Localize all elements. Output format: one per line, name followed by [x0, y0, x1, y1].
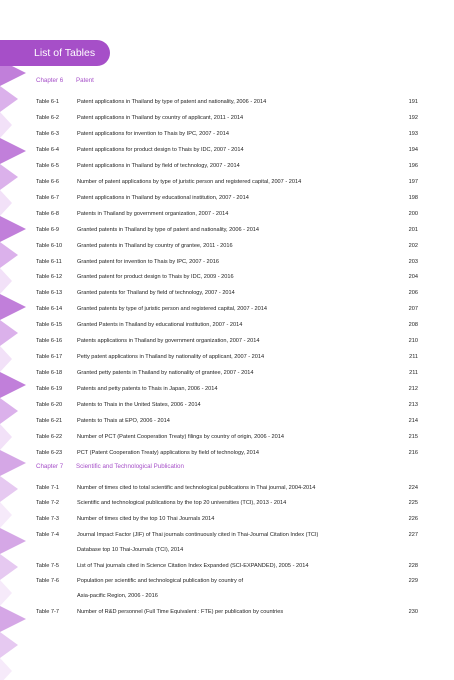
- toc-table-number: Table 7-4: [36, 532, 60, 538]
- toc-table-title: Patent applications for product design to Thais by IDC, 2007 - 2014: [77, 147, 244, 153]
- toc-table-number: Table 6-10: [36, 243, 63, 249]
- toc-row[interactable]: [36, 352, 418, 362]
- toc-table-title: Patent applications in Thailand by type of patent and nationality, 2006 - 2014: [77, 99, 267, 105]
- toc-table-title: Number of times cited to total scientific and technological publications in Thai journal, 2004-2014: [77, 485, 316, 491]
- toc-row[interactable]: [36, 145, 418, 155]
- decor-triangle: [0, 268, 12, 294]
- toc-table-title: Patent applications in Thailand by field of technology, 2007 - 2014: [77, 163, 240, 169]
- decor-triangle: [0, 346, 12, 372]
- toc-table-title: Granted Patents in Thailand by educational institution, 2007 - 2014: [77, 322, 243, 328]
- toc-page-number: 210: [408, 338, 418, 344]
- toc-page-number: 211: [409, 370, 418, 376]
- toc-table-title: Patent applications in Thailand by country of applicant, 2011 - 2014: [77, 115, 244, 121]
- toc-table-title: Patent applications in Thailand by educational institution, 2007 - 2014: [77, 195, 249, 201]
- toc-table-title: Granted patents in Thailand by type of patent and nationality, 2006 - 2014: [77, 227, 260, 233]
- page-title: List of Tables: [0, 40, 110, 66]
- toc-table-title: Scientific and technological publications by the top 20 universities (TCI), 2013 - 2014: [77, 500, 287, 506]
- decor-triangle: [0, 164, 18, 190]
- decor-triangle: [0, 606, 26, 632]
- toc-table-number: Table 7-5: [36, 563, 60, 569]
- toc-table-number: Table 6-9: [36, 227, 60, 233]
- toc-row[interactable]: [36, 607, 418, 617]
- toc-table-number: Table 6-21: [36, 418, 63, 424]
- toc-row[interactable]: [36, 530, 418, 540]
- toc-page-number: 207: [408, 306, 418, 312]
- decor-triangle: [0, 658, 12, 680]
- toc-page-number: 213: [408, 402, 418, 408]
- toc-table-number: Table 6-7: [36, 195, 60, 201]
- toc-table-title-continued: Asia-pacific Region, 2006 - 2016: [77, 593, 158, 599]
- toc-table-title: Granted patent for product design to Thais by IDC, 2009 - 2016: [77, 274, 234, 280]
- toc-table-number: Table 7-3: [36, 516, 60, 522]
- decor-triangle: [0, 242, 18, 268]
- toc-table-title: Patents to Thais at EPO, 2006 - 2014: [77, 418, 170, 424]
- toc-table-title: Granted patent for invention to Thais by IPC, 2007 - 2016: [77, 259, 220, 265]
- toc-table-number: Table 6-11: [36, 259, 62, 265]
- toc-table-number: Table 7-7: [36, 609, 60, 615]
- toc-table-number: Table 6-19: [36, 386, 63, 392]
- chapter-7-heading: [36, 463, 184, 470]
- chapter-7-label: Chapter 7: [36, 463, 64, 470]
- toc-row[interactable]: [36, 177, 418, 187]
- toc-table-number: Table 6-12: [36, 274, 63, 280]
- decor-triangle: [0, 372, 26, 398]
- decor-triangle: [0, 528, 26, 554]
- decor-triangle: [0, 424, 12, 450]
- toc-page-number: 228: [408, 563, 418, 569]
- toc-row[interactable]: [36, 161, 418, 171]
- toc-row[interactable]: [36, 304, 418, 314]
- toc-page-number: 193: [408, 131, 418, 137]
- toc-row[interactable]: [36, 193, 418, 203]
- toc-table-title: Patents to Thais in the United States, 2006 - 2014: [77, 402, 201, 408]
- toc-table-number: Table 6-17: [36, 354, 63, 360]
- toc-table-number: Table 6-22: [36, 434, 63, 440]
- toc-table-title-continued: Database top 10 Thai-Journals (TCI), 2014: [77, 547, 184, 553]
- toc-page-number: 192: [408, 115, 418, 121]
- toc-table-title: Number of patent applications by type of juristic person and registered capital, 2007 - 2014: [77, 179, 302, 185]
- toc-row[interactable]: [36, 432, 418, 442]
- toc-table-title: Granted petty patents in Thailand by nationality of grantee, 2007 - 2014: [77, 370, 254, 376]
- toc-page-number: 200: [408, 211, 418, 217]
- toc-page-number: 204: [408, 274, 418, 280]
- decor-triangle: [0, 216, 26, 242]
- chapter-6-heading: [36, 77, 94, 84]
- toc-table-title: PCT (Patent Cooperation Treaty) applications by field of technology, 2014: [77, 450, 260, 456]
- toc-page-number: 196: [408, 163, 418, 169]
- toc-row[interactable]: [36, 241, 418, 251]
- decor-triangle: [0, 580, 12, 606]
- toc-table-number: Table 6-16: [36, 338, 63, 344]
- toc-table-title: Granted patents in Thailand by country of grantee, 2011 - 2016: [77, 243, 233, 249]
- toc-table-number: Table 6-4: [36, 147, 60, 153]
- toc-page-number: 226: [408, 516, 418, 522]
- decor-triangle: [0, 450, 26, 476]
- toc-page-number: 203: [408, 259, 418, 265]
- decor-triangle: [0, 476, 18, 502]
- toc-row[interactable]: [36, 272, 418, 282]
- toc-page-number: 230: [408, 609, 418, 615]
- toc-page-number: 208: [408, 322, 418, 328]
- decor-triangle: [0, 320, 18, 346]
- toc-page-number: 227: [408, 532, 418, 538]
- toc-table-number: Table 6-20: [36, 402, 63, 408]
- chapter-7-name: Scientific and Technological Publication: [76, 463, 184, 470]
- toc-table-number: Table 6-2: [36, 115, 60, 121]
- toc-page-number: 191: [408, 99, 418, 105]
- decor-triangle: [0, 294, 26, 320]
- toc-page-number: 202: [408, 243, 418, 249]
- toc-table-number: Table 7-2: [36, 500, 60, 506]
- decor-triangle: [0, 138, 26, 164]
- toc-page-number: 211: [409, 354, 418, 360]
- toc-table-number: Table 6-8: [36, 211, 60, 217]
- toc-table-number: Table 6-18: [36, 370, 63, 376]
- decor-triangle: [0, 398, 18, 424]
- toc-row[interactable]: [36, 225, 418, 235]
- toc-row[interactable]: [36, 416, 418, 426]
- toc-row[interactable]: [36, 209, 418, 219]
- toc-table-title: Petty patent applications in Thailand by nationality of applicant, 2007 - 2014: [77, 354, 265, 360]
- side-triangle-decoration: [0, 0, 40, 680]
- toc-table-title: Patents in Thailand by government organization, 2007 - 2014: [77, 211, 229, 217]
- toc-row[interactable]: [36, 113, 418, 123]
- toc-row[interactable]: [36, 320, 418, 330]
- toc-table-number: Table 6-13: [36, 290, 63, 296]
- toc-row[interactable]: [36, 384, 418, 394]
- toc-table-title: List of Thai journals cited in Science Citation Index Expanded (SCI-EXPANDED), 2005 - 2014: [77, 563, 309, 569]
- toc-page-number: 201: [408, 227, 418, 233]
- toc-table-title: Journal Impact Factor (JIF) of Thai journals continuously cited in Thai-Journal Citation Index (TCI): [77, 532, 319, 538]
- toc-table-number: Table 6-6: [36, 179, 60, 185]
- toc-page-number: 229: [408, 578, 418, 584]
- toc-table-title: Patents and petty patents to Thais in Japan, 2006 - 2014: [77, 386, 218, 392]
- toc-page-number: 197: [408, 179, 418, 185]
- toc-row[interactable]: [36, 336, 418, 346]
- decor-triangle: [0, 502, 12, 528]
- toc-page-number: 225: [408, 500, 418, 506]
- decor-triangle: [0, 554, 18, 580]
- toc-row[interactable]: [36, 483, 418, 493]
- toc-row[interactable]: [36, 368, 418, 378]
- toc-row[interactable]: [36, 561, 418, 571]
- toc-table-title: Number of R&D personnel (Full Time Equivalent : FTE) per publication by countries: [77, 609, 284, 615]
- toc-row[interactable]: [36, 129, 418, 139]
- toc-table-title: Number of times cited by the top 10 Thai Journals 2014: [77, 516, 215, 522]
- toc-table-number: Table 6-15: [36, 322, 63, 328]
- decor-triangle: [0, 632, 18, 658]
- chapter-6-label: Chapter 6: [36, 77, 64, 84]
- toc-row[interactable]: [36, 257, 418, 267]
- toc-row[interactable]: [36, 97, 418, 107]
- toc-row[interactable]: [36, 576, 418, 586]
- toc-table-title: Patents applications in Thailand by government organization, 2007 - 2014: [77, 338, 260, 344]
- toc-row[interactable]: [36, 498, 418, 508]
- toc-row[interactable]: [36, 448, 418, 458]
- decor-triangle: [0, 190, 12, 216]
- toc-page-number: 215: [408, 434, 418, 440]
- chapter-6-name: Patent: [76, 77, 94, 84]
- toc-page-number: 212: [408, 386, 418, 392]
- toc-table-number: Table 7-1: [36, 485, 60, 491]
- toc-table-title: Granted patents for Thailand by field of technology, 2007 - 2014: [77, 290, 235, 296]
- toc-row[interactable]: [36, 514, 418, 524]
- toc-row[interactable]: [36, 288, 418, 298]
- toc-page-number: 224: [408, 485, 418, 491]
- toc-row[interactable]: [36, 400, 418, 410]
- toc-table-number: Table 7-6: [36, 578, 60, 584]
- toc-table-number: Table 6-5: [36, 163, 60, 169]
- toc-page-number: 206: [408, 290, 418, 296]
- toc-table-title: Number of PCT (Patent Cooperation Treaty) filings by country of origin, 2006 - 2014: [77, 434, 284, 440]
- toc-table-number: Table 6-1: [36, 99, 60, 105]
- toc-page-number: 216: [408, 450, 418, 456]
- toc-page-number: 194: [408, 147, 418, 153]
- decor-triangle: [0, 112, 12, 138]
- toc-page-number: 214: [408, 418, 418, 424]
- toc-table-title: Patent applications for invention to Thais by IPC, 2007 - 2014: [77, 131, 229, 137]
- decor-triangle: [0, 86, 18, 112]
- toc-table-number: Table 6-23: [36, 450, 63, 456]
- toc-table-number: Table 6-3: [36, 131, 60, 137]
- toc-table-number: Table 6-14: [36, 306, 63, 312]
- toc-table-title: Granted patents by type of juristic person and registered capital, 2007 - 2014: [77, 306, 267, 312]
- toc-page-number: 198: [408, 195, 418, 201]
- toc-table-title: Population per scientific and technological publication by country of: [77, 578, 244, 584]
